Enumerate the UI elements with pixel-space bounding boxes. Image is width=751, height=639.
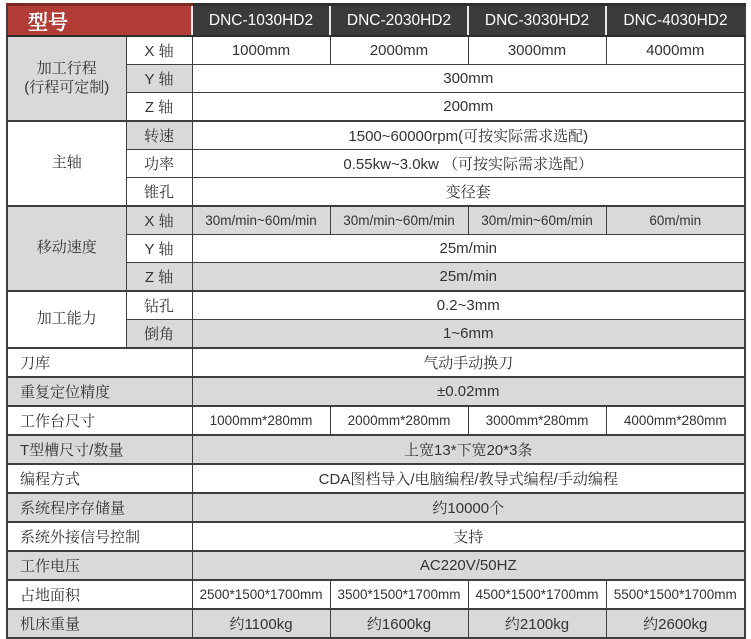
value-worktable-size-1: 1000mm*280mm — [192, 406, 330, 435]
sub-label-capacity-chamfer: 倒角 — [126, 320, 192, 349]
row-label-repeat-accuracy: 重复定位精度 — [7, 377, 192, 406]
table-row-t-slot — [7, 435, 745, 464]
value-capacity-drill: 0.2~3mm — [192, 291, 745, 320]
value-working-voltage: AC220V/50HZ — [192, 551, 745, 580]
row-label-worktable-size: 工作台尺寸 — [7, 406, 192, 435]
group-label-spindle: 主轴 — [7, 121, 126, 206]
table-row-external-signal — [7, 522, 745, 551]
group-label-move-speed: 移动速度 — [7, 206, 126, 291]
row-label-t-slot: T型槽尺寸/数量 — [7, 435, 192, 464]
value-speed-x-3: 30m/min~60m/min — [468, 206, 606, 235]
group-label-travel-line1: 加工行程 — [36, 59, 97, 77]
value-travel-x-2: 2000mm — [330, 36, 468, 65]
value-machine-weight-4: 约2600kg — [606, 609, 745, 638]
value-footprint-3: 4500*1500*1700mm — [468, 580, 606, 609]
model-name-cell-1: DNC-1030HD2 — [192, 5, 330, 37]
value-travel-z: 200mm — [192, 93, 745, 122]
table-row-tool-magazine — [7, 348, 745, 377]
spec-table-header-row — [7, 5, 745, 37]
table-row-programming — [7, 464, 745, 493]
sub-label-speed-z: Z 轴 — [126, 263, 192, 292]
value-machine-weight-2: 约1600kg — [330, 609, 468, 638]
value-worktable-size-4: 4000mm*280mm — [606, 406, 745, 435]
value-machine-weight-1: 约1100kg — [192, 609, 330, 638]
row-label-footprint: 占地面积 — [7, 580, 192, 609]
model-name-cell-2: DNC-2030HD2 — [330, 5, 468, 37]
sub-label-spindle-speed: 转速 — [126, 121, 192, 150]
table-row-repeat-accuracy — [7, 377, 745, 406]
value-travel-y: 300mm — [192, 65, 745, 93]
table-row-capacity-drill — [7, 291, 745, 320]
value-external-signal: 支持 — [192, 522, 745, 551]
value-footprint-4: 5500*1500*1700mm — [606, 580, 745, 609]
row-label-external-signal: 系统外接信号控制 — [7, 522, 192, 551]
sub-label-travel-z: Z 轴 — [126, 93, 192, 122]
machine-spec-table — [6, 3, 746, 639]
sub-label-spindle-taper: 锥孔 — [126, 178, 192, 207]
model-name-cell-4: DNC-4030HD2 — [606, 5, 745, 37]
table-row-speed-x — [7, 206, 745, 235]
value-travel-x-1: 1000mm — [192, 36, 330, 65]
table-row-working-voltage — [7, 551, 745, 580]
table-row-spindle-speed — [7, 121, 745, 150]
table-row-worktable-size — [7, 406, 745, 435]
value-spindle-speed: 1500~60000rpm(可按实际需求选配) — [192, 121, 745, 150]
model-name-cell-3: DNC-3030HD2 — [468, 5, 606, 37]
table-row-program-storage — [7, 493, 745, 522]
row-label-machine-weight: 机床重量 — [7, 609, 192, 638]
group-label-travel-line2: (行程可定制) — [24, 78, 110, 96]
value-speed-x-4: 60m/min — [606, 206, 745, 235]
value-tool-magazine: 气动手动换刀 — [192, 348, 745, 377]
group-label-capacity: 加工能力 — [7, 291, 126, 348]
value-travel-x-4: 4000mm — [606, 36, 745, 65]
table-row-travel-x — [7, 36, 745, 65]
row-label-programming: 编程方式 — [7, 464, 192, 493]
model-label-cell: 型号 — [7, 5, 192, 37]
table-row-machine-weight — [7, 609, 745, 638]
value-spindle-taper: 变径套 — [192, 178, 745, 207]
value-speed-x-1: 30m/min~60m/min — [192, 206, 330, 235]
value-repeat-accuracy: ±0.02mm — [192, 377, 745, 406]
group-label-travel — [7, 36, 126, 121]
row-label-working-voltage: 工作电压 — [7, 551, 192, 580]
value-programming: CDA图档导入/电脑编程/教导式编程/手动编程 — [192, 464, 745, 493]
table-row-footprint — [7, 580, 745, 609]
value-speed-x-2: 30m/min~60m/min — [330, 206, 468, 235]
value-speed-y: 25m/min — [192, 235, 745, 263]
row-label-program-storage: 系统程序存储量 — [7, 493, 192, 522]
sub-label-travel-y: Y 轴 — [126, 65, 192, 93]
sub-label-spindle-power: 功率 — [126, 150, 192, 178]
value-footprint-2: 3500*1500*1700mm — [330, 580, 468, 609]
value-capacity-chamfer: 1~6mm — [192, 320, 745, 349]
value-worktable-size-2: 2000mm*280mm — [330, 406, 468, 435]
sub-label-travel-x: X 轴 — [126, 36, 192, 65]
value-worktable-size-3: 3000mm*280mm — [468, 406, 606, 435]
sub-label-speed-y: Y 轴 — [126, 235, 192, 263]
value-spindle-power: 0.55kw~3.0kw （可按实际需求选配） — [192, 150, 745, 178]
value-program-storage: 约10000个 — [192, 493, 745, 522]
row-label-tool-magazine: 刀库 — [7, 348, 192, 377]
value-travel-x-3: 3000mm — [468, 36, 606, 65]
value-speed-z: 25m/min — [192, 263, 745, 292]
sub-label-capacity-drill: 钻孔 — [126, 291, 192, 320]
value-t-slot: 上宽13*下宽20*3条 — [192, 435, 745, 464]
sub-label-speed-x: X 轴 — [126, 206, 192, 235]
value-footprint-1: 2500*1500*1700mm — [192, 580, 330, 609]
value-machine-weight-3: 约2100kg — [468, 609, 606, 638]
